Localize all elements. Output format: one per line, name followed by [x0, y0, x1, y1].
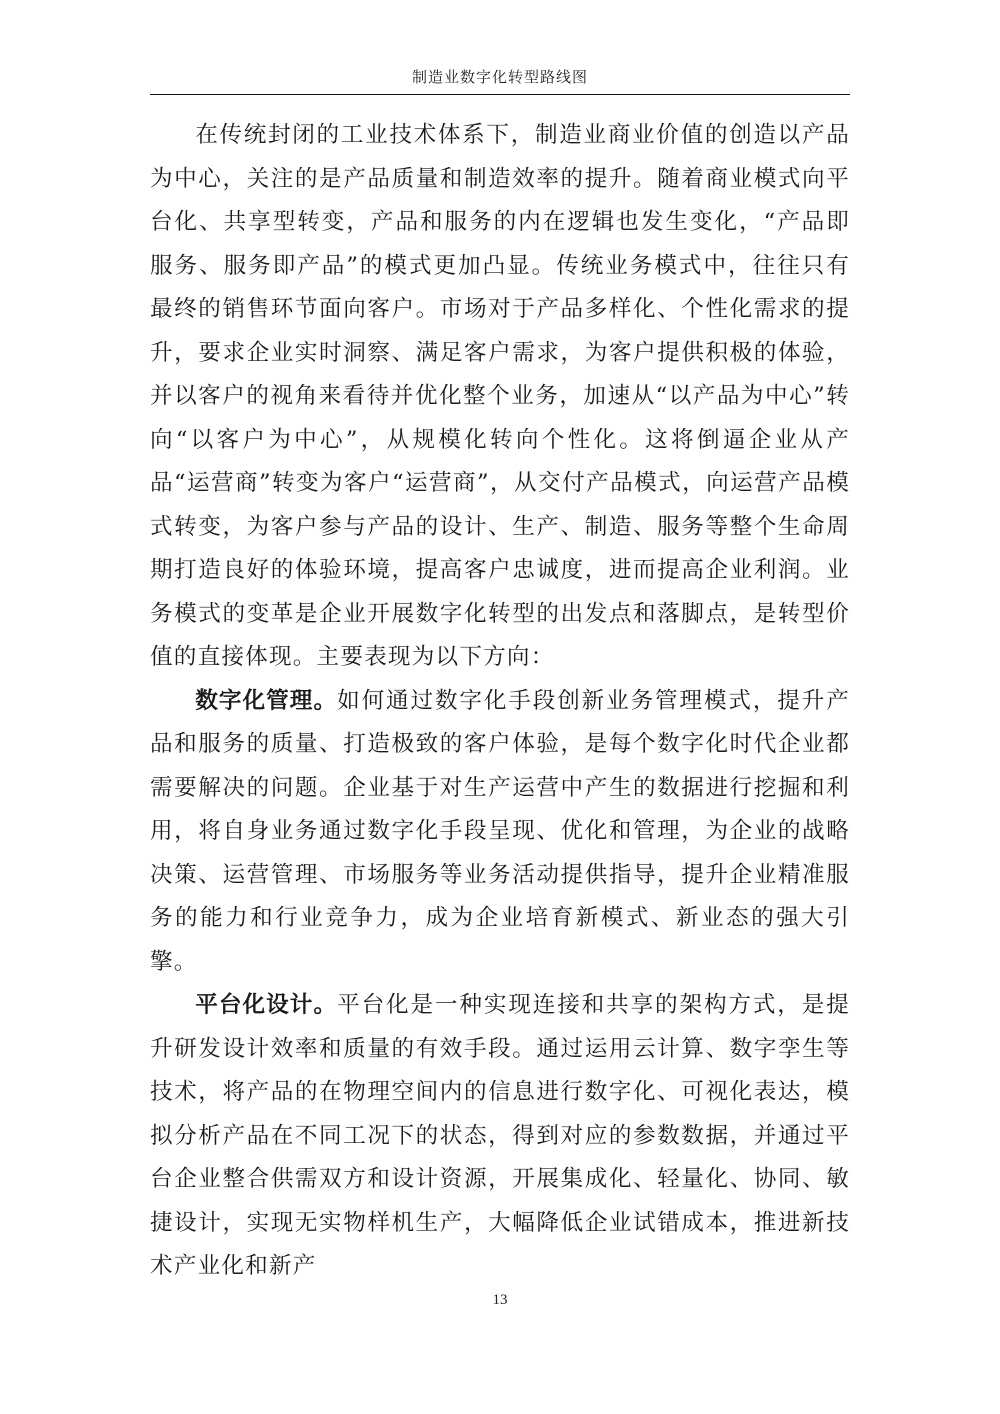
paragraph-text: 如何通过数字化手段创新业务管理模式，提升产品和服务的质量、打造极致的客户体验，是每个数字化时代企业都需要解决的问题。企业基于对生产运营中产生的数据进行挖掘和利用，将自身业务通过数字化手段呈现、优化和管理，为企业的战略决策、运营管理、市场服务等业务活动提供指导，提升企业精准服务的能力和行业竞争力，成为企业培育新模式、新业态的强大引擎。: [150, 687, 851, 975]
paragraph-text: 平台化是一种实现连接和共享的架构方式，是提升研发设计效率和质量的有效手段。通过运用云计算、数字孪生等技术，将产品的在物理空间内的信息进行数字化、可视化表达，模拟分析产品在不同工况下的状态，得到对应的参数数据，并通过平台企业整合供需双方和设计资源，开展集成化、轻量化、协同、敏捷设计，实现无实物样机生产，大幅降低企业试错成本，推进新技术产业化和新产: [150, 992, 851, 1279]
page-number: 13: [492, 1292, 508, 1308]
running-header-title: 制造业数字化转型路线图: [411, 68, 588, 86]
body-paragraph-digital-management: [150, 680, 850, 985]
paragraph-heading: 数字化管理。: [195, 687, 338, 714]
body-paragraph-intro: [150, 114, 850, 680]
body-paragraph-platform-design: [150, 984, 850, 1289]
paragraph-text: 在传统封闭的工业技术体系下，制造业商业价值的创造以产品为中心，关注的是产品质量和制造效率的提升。随着商业模式向平台化、共享型转变，产品和服务的内在逻辑也发生变化，“产品即服务、服务即产品”的模式更加凸显。传统业务模式中，往往只有最终的销售环节面向客户。市场对于产品多样化、个性化需求的提升，要求企业实时洞察、满足客户需求，为客户提供积极的体验，并以客户的视角来看待并优化整个业务，加速从“以产品为中心”转向“以客户为中心”，从规模化转向个性化。这将倒逼企业从产品“运营商”转变为客户“运营商”，从交付产品模式，向运营产品模式转变，为客户参与产品的设计、生产、制造、服务等整个生命周期打造良好的体验环境，提高客户忠诚度，进而提高企业利润。业务模式的变革是企业开展数字化转型的出发点和落脚点，是转型价值的直接体现。主要表现为以下方向：: [150, 122, 850, 670]
page-body: [150, 114, 850, 1289]
paragraph-heading: 平台化设计。: [195, 992, 338, 1018]
header-divider: [150, 94, 850, 95]
